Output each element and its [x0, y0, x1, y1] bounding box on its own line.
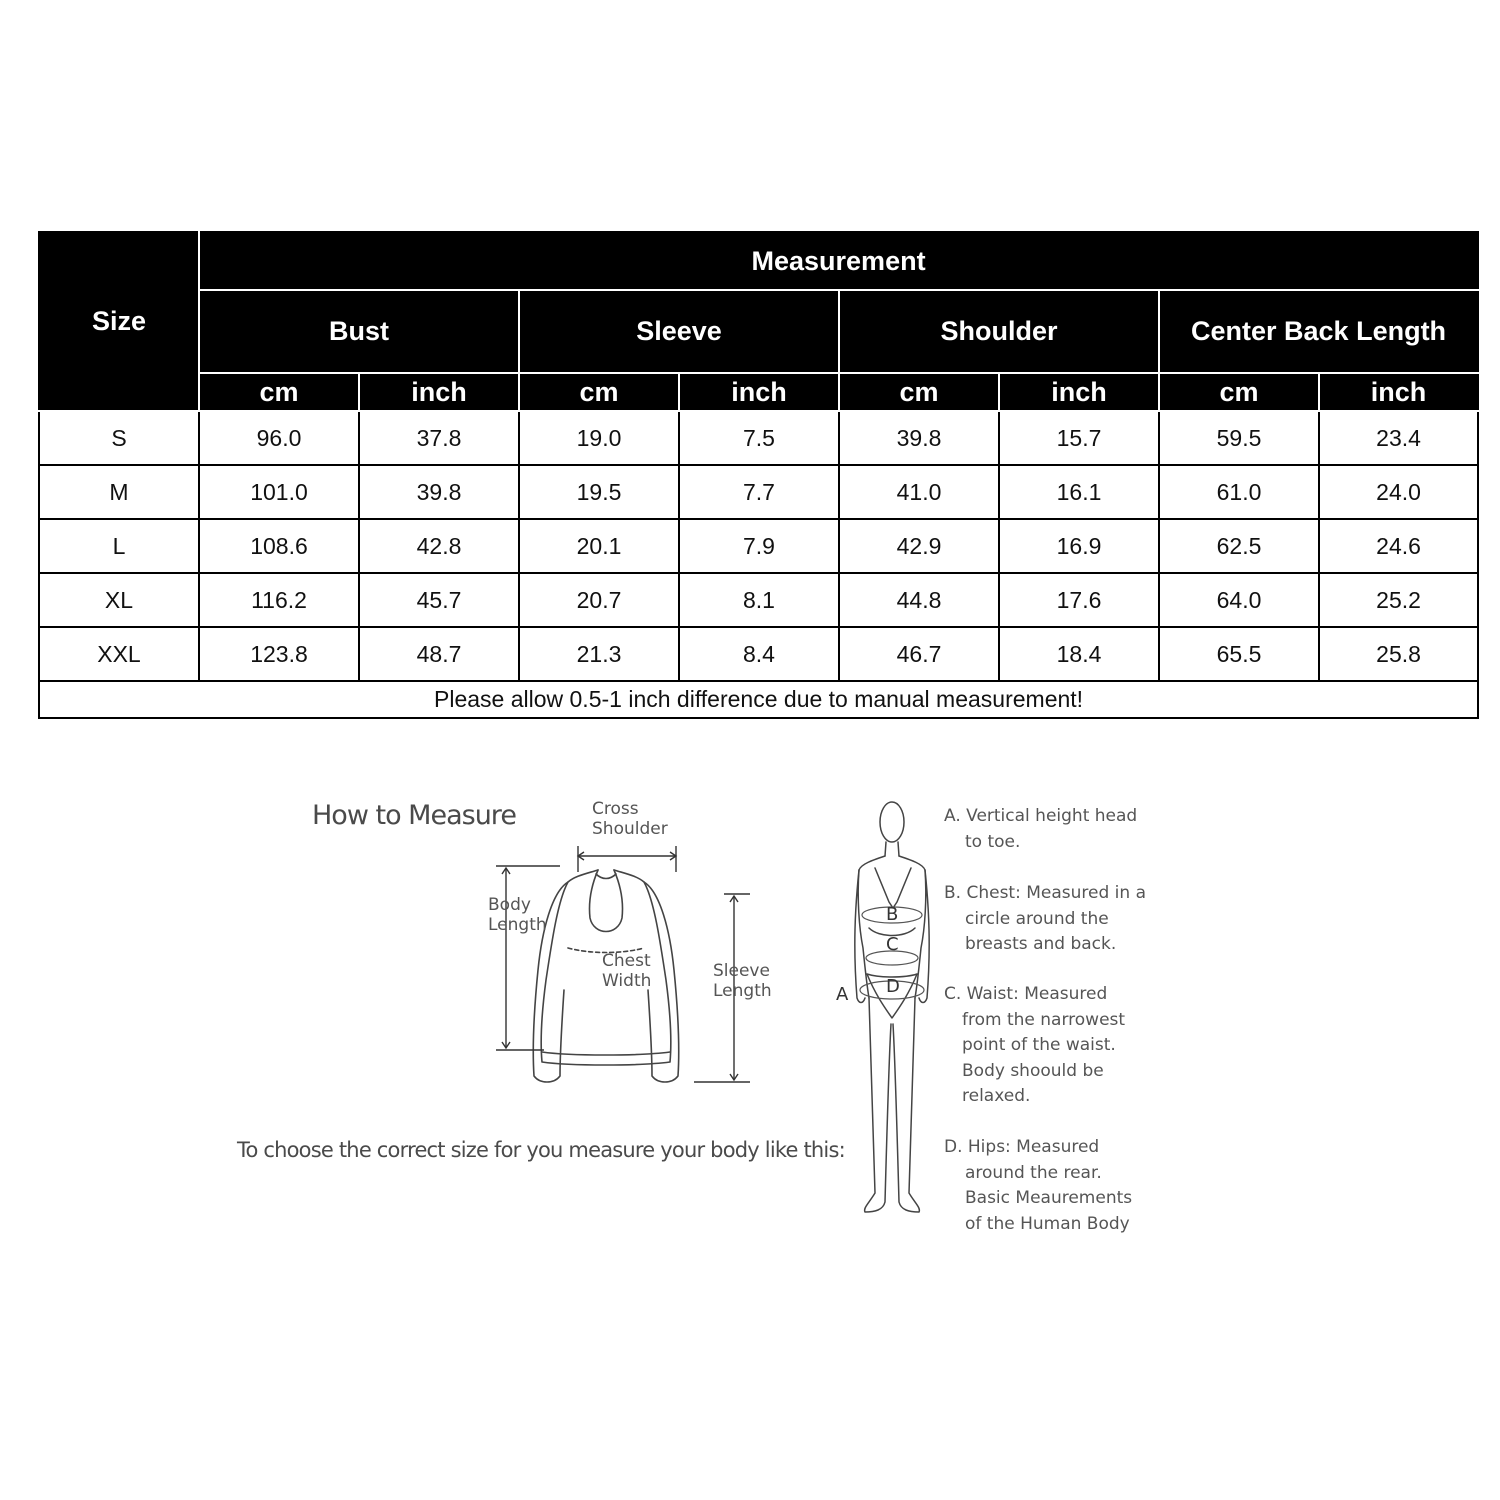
unit-header: cm [519, 373, 679, 411]
table-cell: 62.5 [1159, 519, 1319, 573]
unit-header: inch [679, 373, 839, 411]
letter-c: C [886, 934, 899, 955]
sleeve-length-label: Sleeve Length [713, 961, 772, 1001]
desc-c: C. Waist: Measured from the narrowest point of the waist. Body shoould be relaxed. [944, 984, 1126, 1106]
table-cell: 20.7 [519, 573, 679, 627]
human-body-diagram [845, 798, 945, 1218]
table-cell: 8.4 [679, 627, 839, 681]
measure-instruction: To choose the correct size for you measure your body like this: [237, 1138, 845, 1162]
size-header: Size [39, 232, 199, 411]
bust-header: Bust [199, 290, 519, 373]
table-cell: 19.0 [519, 411, 679, 465]
size-cell: L [39, 519, 199, 573]
table-cell: 96.0 [199, 411, 359, 465]
measurement-header: Measurement [199, 232, 1478, 290]
table-cell: 39.8 [359, 465, 519, 519]
table-cell: 65.5 [1159, 627, 1319, 681]
unit-header: inch [999, 373, 1159, 411]
size-chart-table [38, 231, 1479, 719]
size-cell: M [39, 465, 199, 519]
table-cell: 42.9 [839, 519, 999, 573]
table-cell: 8.1 [679, 573, 839, 627]
table-cell: 7.9 [679, 519, 839, 573]
table-cell: 116.2 [199, 573, 359, 627]
table-cell: 17.6 [999, 573, 1159, 627]
shoulder-header: Shoulder [839, 290, 1159, 373]
cross-shoulder-label: Cross Shoulder [592, 799, 668, 839]
table-cell: 24.0 [1319, 465, 1478, 519]
table-cell: 41.0 [839, 465, 999, 519]
table-cell: 48.7 [359, 627, 519, 681]
desc-d: D. Hips: Measured around the rear. Basic Meaurements of the Human Body [944, 1137, 1133, 1234]
table-row [39, 573, 1478, 627]
table-cell: 59.5 [1159, 411, 1319, 465]
measurement-note: Please allow 0.5-1 inch difference due to manual measurement! [39, 681, 1478, 718]
table-cell: 44.8 [839, 573, 999, 627]
table-cell: 7.7 [679, 465, 839, 519]
table-cell: 46.7 [839, 627, 999, 681]
table-cell: 24.6 [1319, 519, 1478, 573]
table-row [39, 627, 1478, 681]
unit-header: inch [1319, 373, 1478, 411]
unit-header: cm [839, 373, 999, 411]
unit-header: cm [1159, 373, 1319, 411]
table-cell: 42.8 [359, 519, 519, 573]
table-cell: 45.7 [359, 573, 519, 627]
table-cell: 20.1 [519, 519, 679, 573]
table-cell: 108.6 [199, 519, 359, 573]
table-cell: 123.8 [199, 627, 359, 681]
size-cell: XXL [39, 627, 199, 681]
body-length-label: Body Length [488, 895, 547, 935]
table-cell: 25.2 [1319, 573, 1478, 627]
unit-header: cm [199, 373, 359, 411]
table-cell: 16.1 [999, 465, 1159, 519]
table-cell: 19.5 [519, 465, 679, 519]
center-back-length-header: Center Back Length [1159, 290, 1478, 373]
chest-width-label: Chest Width [602, 951, 652, 991]
how-to-measure-title: How to Measure [312, 800, 516, 831]
table-cell: 64.0 [1159, 573, 1319, 627]
letter-a: A [836, 984, 849, 1005]
table-cell: 61.0 [1159, 465, 1319, 519]
table-cell: 18.4 [999, 627, 1159, 681]
unit-header: inch [359, 373, 519, 411]
letter-d: D [886, 976, 900, 997]
table-cell: 21.3 [519, 627, 679, 681]
table-row [39, 465, 1478, 519]
table-cell: 7.5 [679, 411, 839, 465]
table-row [39, 519, 1478, 573]
table-cell: 15.7 [999, 411, 1159, 465]
table-cell: 16.9 [999, 519, 1159, 573]
table-cell: 25.8 [1319, 627, 1478, 681]
table-cell: 101.0 [199, 465, 359, 519]
size-cell: XL [39, 573, 199, 627]
table-cell: 37.8 [359, 411, 519, 465]
desc-a: A. Vertical height head to toe. [944, 806, 1138, 852]
table-cell: 23.4 [1319, 411, 1478, 465]
size-cell: S [39, 411, 199, 465]
table-cell: 39.8 [839, 411, 999, 465]
letter-b: B [886, 904, 899, 925]
desc-b: B. Chest: Measured in a circle around the breasts and back. [944, 883, 1146, 954]
sleeve-header: Sleeve [519, 290, 839, 373]
table-row [39, 411, 1478, 465]
